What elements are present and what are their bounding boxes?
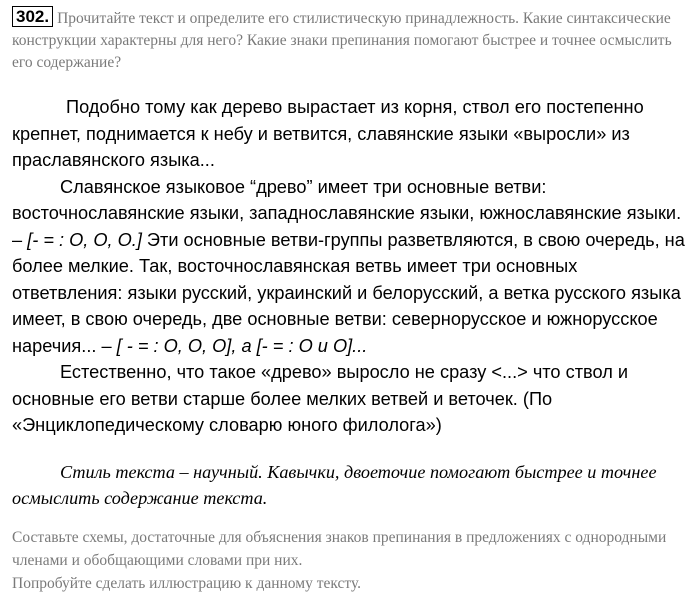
exercise-number: 302.: [12, 6, 53, 27]
paragraph-2-part-2: Эти основные ветви-группы разветвляются, в свою очередь, на более мелкие. Так, восточнославянская ветвь имеет три основных ответвления: языки русский, украинский и белорусский, а ветка русского языка имеет, в свою очередь, две основные ветви: севернорусское и южнорусское наречия... –: [12, 229, 685, 356]
task-line-2: Попробуйте сделать иллюстрацию к данному тексту.: [12, 575, 362, 592]
paragraph-1: Подобно тому как дерево вырастает из корня, ствол его постепенно крепнет, поднимается к небу и ветвится, славянские языки «выросли» из праславянского языка...: [12, 97, 644, 170]
exercise-instruction: [12, 6, 692, 74]
paragraph-2-part-1: Славянское языковое “древо” имеет три основные ветви: восточнославянские языки, западнославянские языки, южнославянские языки. –: [12, 176, 682, 250]
sentence-schema-1: [- = : О, О, О.]: [27, 229, 142, 250]
additional-task: [12, 526, 692, 595]
sentence-schema-2: [ - = : О, О, О], а [- = : О и О]...: [116, 335, 368, 356]
answer-conclusion: Стиль текста – научный. Кавычки, двоеточие помогают быстрее и точнее осмыслить содержание текста.: [12, 462, 657, 508]
paragraph-3: Естественно, что такое «древо» выросло не сразу <...> что ствол и основные его ветви старше более мелких ветвей и веточек. (По «Энциклопедическому словарю юного филолога»): [12, 362, 629, 435]
paragraph-2: [12, 174, 692, 360]
task-line-1: Составьте схемы, достаточные для объяснения знаков препинания в предложениях с однородными членами и обобщающими словами при них.: [12, 529, 667, 569]
instruction-text: Прочитайте текст и определите его стилистическую принадлежность. Какие синтаксические конструкции характерны для него? Какие знаки препинания помогают быстрее и точнее осмыслить его содержание?: [12, 10, 672, 71]
exercise-text: [12, 94, 692, 439]
